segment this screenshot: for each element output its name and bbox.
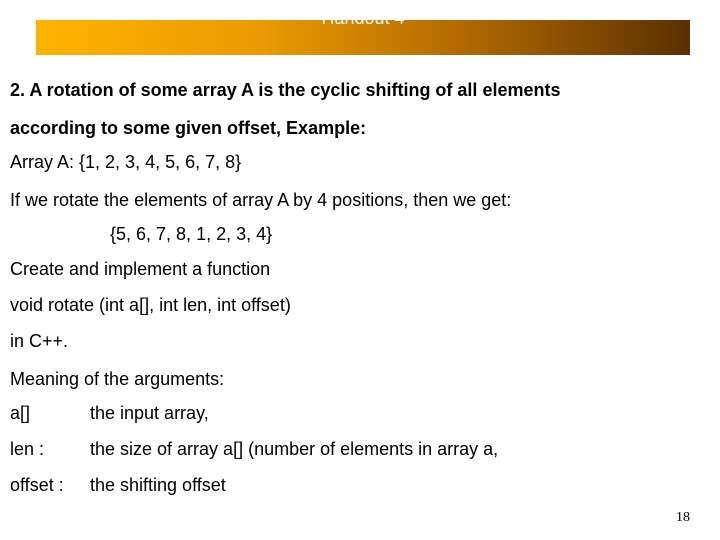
argument-term: a[] — [10, 403, 31, 423]
array-example: Array A: {1, 2, 3, 4, 5, 6, 7, 8} — [10, 152, 242, 172]
task-intro-line-1: 2. A rotation of some array A is the cyclic shifting of all elements — [10, 80, 561, 100]
rotate-sentence: If we rotate the elements of array A by 4 positions, then we get: — [10, 190, 512, 210]
function-signature: void rotate (int a[], int len, int offset) — [10, 295, 291, 315]
task-line: Create and implement a function — [10, 259, 271, 279]
page-number: 18 — [676, 510, 690, 525]
page-title: Handout 4 — [321, 8, 405, 28]
arguments-heading: Meaning of the arguments: — [10, 369, 225, 389]
language-line: in C++. — [10, 331, 69, 351]
argument-description: the shifting offset — [90, 475, 226, 495]
argument-description: the size of array a[] (number of elements in array a, — [90, 439, 499, 459]
argument-term: len : — [10, 439, 45, 459]
argument-term: offset : — [10, 475, 64, 495]
argument-description: the input array, — [90, 403, 209, 423]
rotated-result: {5, 6, 7, 8, 1, 2, 3, 4} — [110, 224, 273, 244]
task-intro-line-2: according to some given offset, Example: — [10, 118, 367, 138]
